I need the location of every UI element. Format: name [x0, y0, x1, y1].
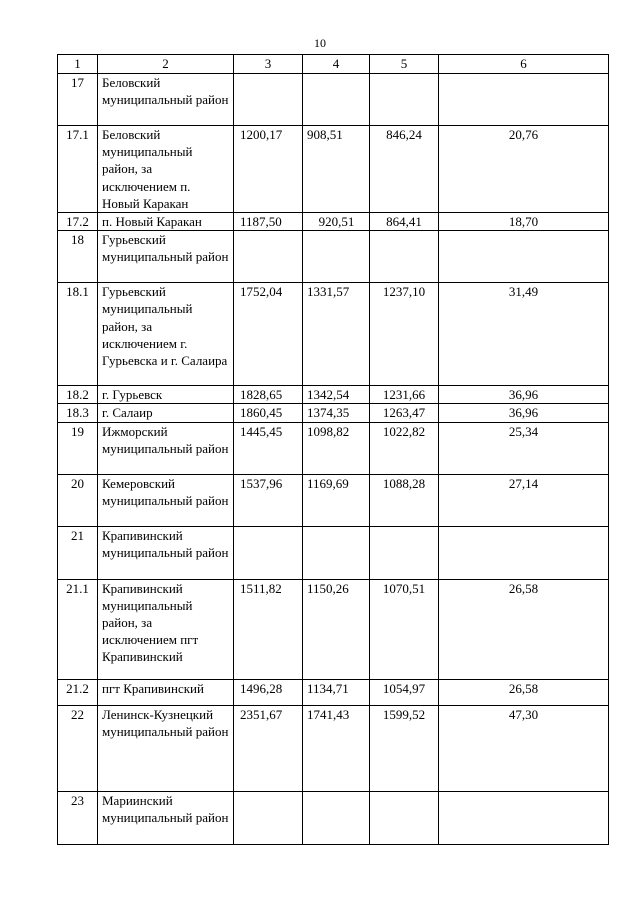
value-col3: 1828,65 — [234, 386, 303, 404]
value-col6 — [439, 74, 609, 126]
value-col5 — [370, 74, 439, 126]
row-number: 19 — [58, 422, 98, 474]
value-col3: 1860,45 — [234, 404, 303, 422]
value-col6 — [439, 791, 609, 844]
value-col4 — [303, 791, 370, 844]
row-number: 21.1 — [58, 579, 98, 679]
value-col4: 1150,26 — [303, 579, 370, 679]
row-number: 17 — [58, 74, 98, 126]
value-col5: 846,24 — [370, 126, 439, 213]
column-header: 3 — [234, 55, 303, 74]
row-number: 22 — [58, 705, 98, 791]
value-col3: 1537,96 — [234, 474, 303, 526]
value-col6: 26,58 — [439, 579, 609, 679]
row-number: 23 — [58, 791, 98, 844]
municipality-name: Кемеровский муниципальный район — [98, 474, 234, 526]
value-col5: 1070,51 — [370, 579, 439, 679]
table-row — [58, 404, 609, 422]
table-row — [58, 422, 609, 474]
municipality-name: Ленинск-Кузнецкий муниципальный район — [98, 705, 234, 791]
row-number: 17.1 — [58, 126, 98, 213]
value-col5: 1237,10 — [370, 283, 439, 386]
municipality-name: Ижморский муниципальный район — [98, 422, 234, 474]
table-row — [58, 705, 609, 791]
column-header: 6 — [439, 55, 609, 74]
table-row — [58, 474, 609, 526]
municipality-name: пгт Крапивинский — [98, 679, 234, 705]
row-number: 20 — [58, 474, 98, 526]
value-col4: 1741,43 — [303, 705, 370, 791]
value-col5: 1599,52 — [370, 705, 439, 791]
municipality-name: Мариинский муниципальный район — [98, 791, 234, 844]
value-col6: 36,96 — [439, 404, 609, 422]
table-row — [58, 386, 609, 404]
table-row — [58, 791, 609, 844]
value-col3: 1187,50 — [234, 213, 303, 231]
table-row — [58, 526, 609, 579]
municipality-name: Крапивинский муниципальный район — [98, 526, 234, 579]
municipality-name: Гурьевский муниципальный район — [98, 231, 234, 283]
row-number: 18.2 — [58, 386, 98, 404]
value-col4 — [303, 74, 370, 126]
value-col6 — [439, 231, 609, 283]
value-col4: 1331,57 — [303, 283, 370, 386]
value-col3: 1752,04 — [234, 283, 303, 386]
table-row — [58, 213, 609, 231]
row-number: 17.2 — [58, 213, 98, 231]
value-col5: 1263,47 — [370, 404, 439, 422]
municipality-name: Беловский муниципальный район, за исключением п. Новый Каракан — [98, 126, 234, 213]
row-number: 21.2 — [58, 679, 98, 705]
value-col3: 1445,45 — [234, 422, 303, 474]
value-col3 — [234, 791, 303, 844]
page-number: 10 — [314, 36, 326, 50]
value-col5: 1231,66 — [370, 386, 439, 404]
column-header: 4 — [303, 55, 370, 74]
value-col4: 920,51 — [303, 213, 370, 231]
row-number: 21 — [58, 526, 98, 579]
value-col4: 1169,69 — [303, 474, 370, 526]
value-col5: 1088,28 — [370, 474, 439, 526]
municipality-name: Беловский муниципальный район — [98, 74, 234, 126]
value-col4 — [303, 526, 370, 579]
municipality-name: Гурьевский муниципальный район, за исключением г. Гурьевска и г. Салаира — [98, 283, 234, 386]
row-number: 18.1 — [58, 283, 98, 386]
value-col3 — [234, 526, 303, 579]
value-col3 — [234, 231, 303, 283]
value-col6: 31,49 — [439, 283, 609, 386]
value-col4 — [303, 231, 370, 283]
value-col4: 1134,71 — [303, 679, 370, 705]
value-col4: 1374,35 — [303, 404, 370, 422]
value-col6: 18,70 — [439, 213, 609, 231]
table-row — [58, 231, 609, 283]
table-row — [58, 126, 609, 213]
column-header: 1 — [58, 55, 98, 74]
value-col5: 1022,82 — [370, 422, 439, 474]
municipality-name: г. Гурьевск — [98, 386, 234, 404]
value-col6: 25,34 — [439, 422, 609, 474]
row-number: 18 — [58, 231, 98, 283]
value-col3: 1511,82 — [234, 579, 303, 679]
value-col6: 36,96 — [439, 386, 609, 404]
column-header: 5 — [370, 55, 439, 74]
value-col6: 27,14 — [439, 474, 609, 526]
value-col5 — [370, 791, 439, 844]
value-col6: 26,58 — [439, 679, 609, 705]
value-col6 — [439, 526, 609, 579]
value-col3: 2351,67 — [234, 705, 303, 791]
value-col5 — [370, 526, 439, 579]
table-row — [58, 74, 609, 126]
value-col3: 1200,17 — [234, 126, 303, 213]
value-col4: 908,51 — [303, 126, 370, 213]
row-number: 18.3 — [58, 404, 98, 422]
value-col4: 1098,82 — [303, 422, 370, 474]
table-header-row — [58, 55, 609, 74]
municipality-name: г. Салаир — [98, 404, 234, 422]
value-col5: 864,41 — [370, 213, 439, 231]
column-header: 2 — [98, 55, 234, 74]
value-col5: 1054,97 — [370, 679, 439, 705]
table-row — [58, 579, 609, 679]
value-col4: 1342,54 — [303, 386, 370, 404]
municipality-name: п. Новый Каракан — [98, 213, 234, 231]
table-row — [58, 679, 609, 705]
value-col3 — [234, 74, 303, 126]
municipality-name: Крапивинский муниципальный район, за исключением пгт Крапивинский — [98, 579, 234, 679]
tariff-table — [57, 54, 609, 845]
value-col5 — [370, 231, 439, 283]
value-col6: 20,76 — [439, 126, 609, 213]
value-col3: 1496,28 — [234, 679, 303, 705]
value-col6: 47,30 — [439, 705, 609, 791]
table-row — [58, 283, 609, 386]
